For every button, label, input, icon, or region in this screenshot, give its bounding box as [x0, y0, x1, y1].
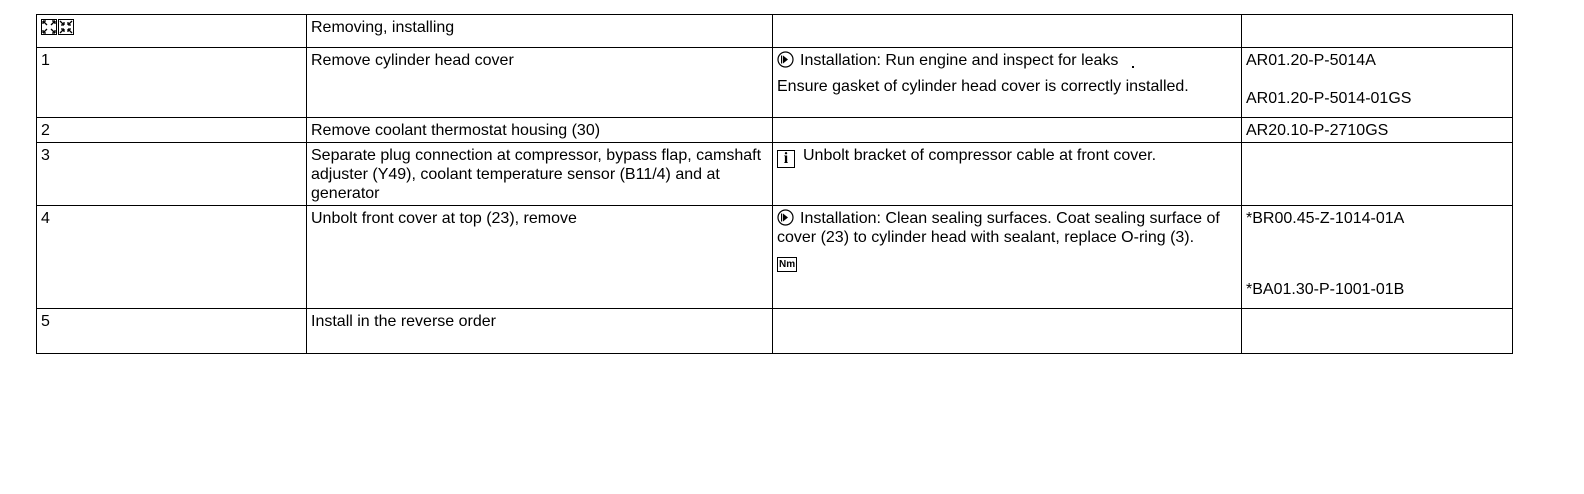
installation-note [777, 51, 1237, 70]
step-number: 2 [37, 118, 307, 143]
document-reference-link[interactable]: *BR00.45-Z-1014-01A [1246, 210, 1405, 227]
procedure-table [36, 14, 1513, 354]
header-row [37, 15, 1513, 48]
document-reference-link[interactable]: *BA01.30-P-1001-01B [1246, 281, 1405, 298]
step-refs [1242, 48, 1513, 118]
step-notes [773, 206, 1242, 309]
note-text: Installation: Run engine and inspect for leaks [800, 52, 1119, 69]
note-text: Ensure gasket of cylinder head cover is correctly installed. [777, 78, 1189, 95]
header-empty-cell [773, 15, 1242, 48]
step-number: 5 [37, 309, 307, 354]
step-refs [1242, 309, 1513, 354]
step-refs [1242, 118, 1513, 143]
expand-all-icon[interactable] [41, 19, 57, 35]
step-notes [773, 309, 1242, 354]
document-reference-link[interactable]: AR01.20-P-5014A [1246, 52, 1376, 69]
collapse-all-icon[interactable] [58, 19, 74, 35]
step-number: 1 [37, 48, 307, 118]
header-icons-cell [37, 15, 307, 48]
step-notes [773, 48, 1242, 118]
header-title: Removing, installing [307, 15, 773, 48]
stray-dot [1132, 66, 1134, 68]
installation-note [777, 209, 1237, 247]
info-note [777, 146, 1237, 168]
document-reference-link[interactable]: AR01.20-P-5014-01GS [1246, 90, 1412, 107]
installation-arrow-icon [777, 51, 794, 68]
step-action: Remove coolant thermostat housing (30) [307, 118, 773, 143]
step-notes [773, 143, 1242, 206]
step-action: Unbolt front cover at top (23), remove [307, 206, 773, 309]
note-text: Installation: Clean sealing surfaces. Coat sealing surface of cover (23) to cylinder head with sealant, replace O-ring (3). [777, 210, 1220, 246]
document-reference-link[interactable]: AR20.10-P-2710GS [1246, 122, 1389, 139]
note [777, 77, 1237, 96]
torque-note [777, 254, 1237, 273]
step-number: 3 [37, 143, 307, 206]
table-row [37, 309, 1513, 354]
table-row [37, 143, 1513, 206]
table-row [37, 206, 1513, 309]
step-refs [1242, 143, 1513, 206]
table-row [37, 48, 1513, 118]
step-number: 4 [37, 206, 307, 309]
step-notes [773, 118, 1242, 143]
note-text: Unbolt bracket of compressor cable at front cover. [803, 147, 1157, 164]
torque-nm-icon[interactable]: Nm [779, 259, 796, 270]
step-action: Remove cylinder head cover [307, 48, 773, 118]
step-refs [1242, 206, 1513, 309]
step-action: Install in the reverse order [307, 309, 773, 354]
installation-arrow-icon [777, 209, 794, 226]
table-row [37, 118, 1513, 143]
header-empty-cell [1242, 15, 1513, 48]
step-action: Separate plug connection at compressor, bypass flap, camshaft adjuster (Y49), coolant temperature sensor (B11/4) and at generator [307, 143, 773, 206]
info-icon: i [777, 150, 795, 168]
